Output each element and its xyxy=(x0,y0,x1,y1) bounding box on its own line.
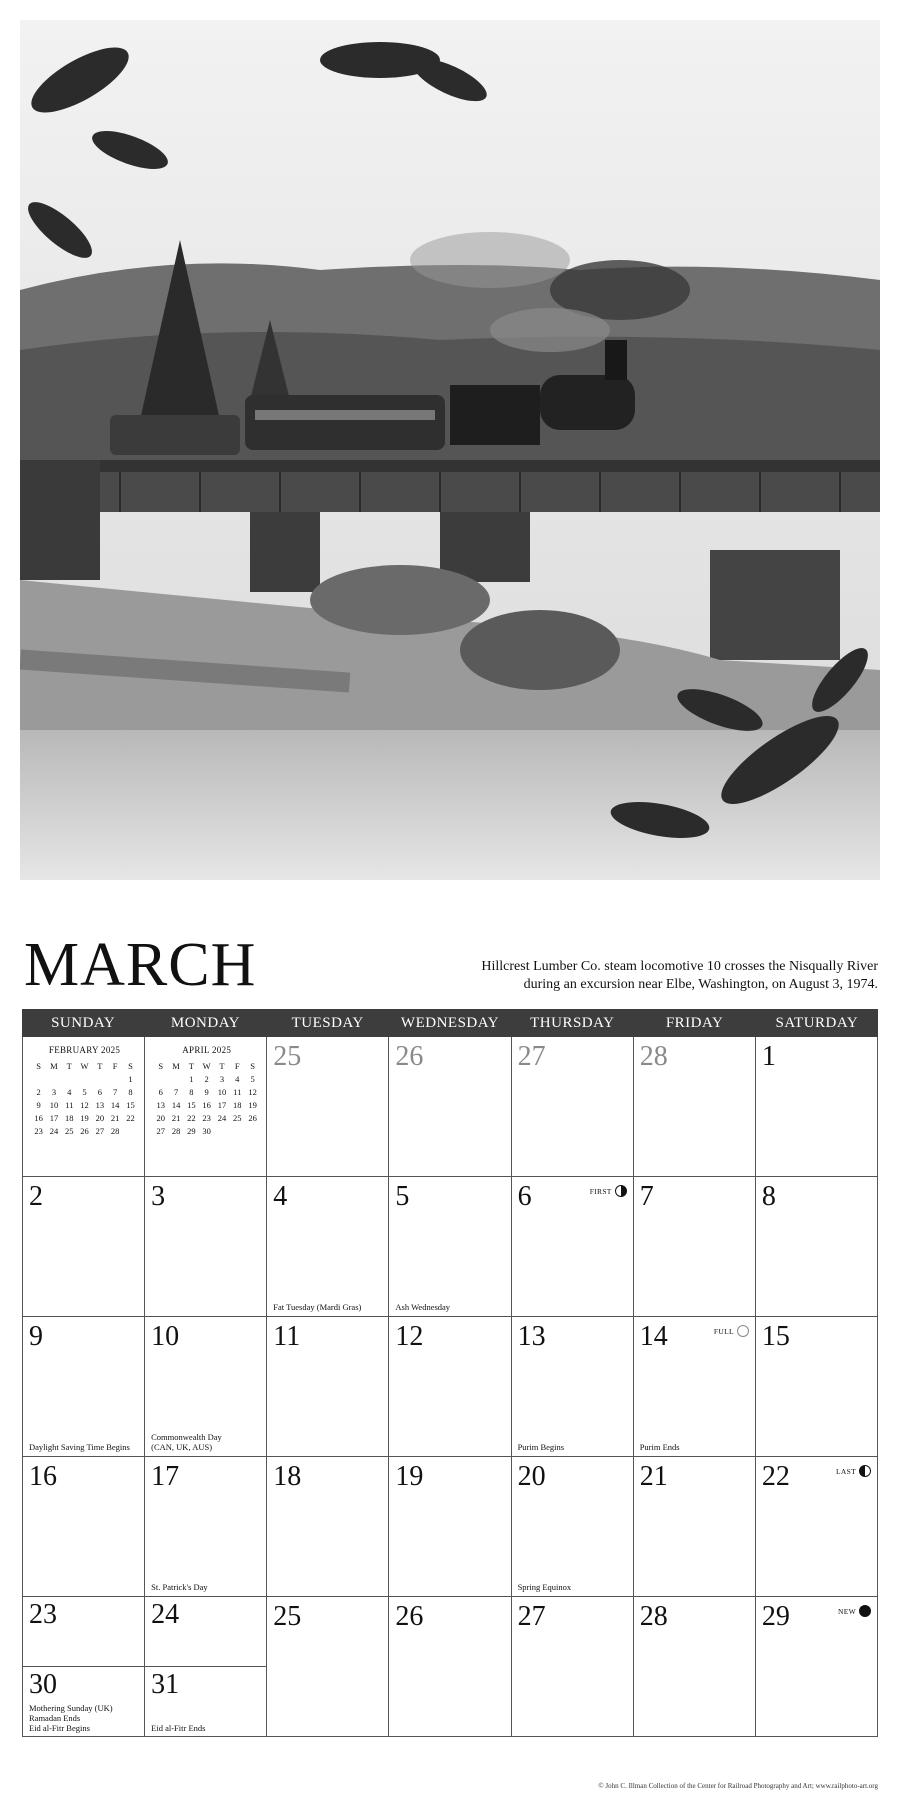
event-label: Fat Tuesday (Mardi Gras) xyxy=(273,1302,362,1312)
mini-day: 11 xyxy=(233,1086,242,1097)
mini-day: 8 xyxy=(189,1086,194,1097)
mini-day: 19 xyxy=(248,1099,257,1110)
weekday-label: TUESDAY xyxy=(291,1015,364,1031)
mini-day: 6 xyxy=(97,1086,102,1097)
day-cell xyxy=(512,1457,634,1597)
day-number: 31 xyxy=(151,1669,180,1700)
day-number: 28 xyxy=(639,1601,668,1632)
mini-calendar-table xyxy=(153,1059,260,1137)
mini-day xyxy=(107,1072,122,1085)
day-cell xyxy=(756,1597,878,1737)
mini-day xyxy=(168,1072,183,1085)
day-events xyxy=(151,1432,262,1452)
day-number: 8 xyxy=(761,1181,776,1212)
day-number: 27 xyxy=(517,1041,546,1072)
month-calendar xyxy=(22,1009,878,1737)
day-number: 7 xyxy=(639,1181,654,1212)
day-cell xyxy=(389,1037,511,1177)
day-events xyxy=(640,1442,751,1452)
mini-day: 1 xyxy=(189,1073,194,1084)
day-number: 30 xyxy=(29,1669,57,1700)
mini-calendar-february xyxy=(23,1037,145,1177)
event-label: Daylight Saving Time Begins xyxy=(29,1442,130,1452)
moon-phase-label: LAST xyxy=(836,1466,856,1476)
day-cell xyxy=(634,1457,756,1597)
mini-day: 3 xyxy=(51,1086,57,1097)
mini-day: 21 xyxy=(110,1112,120,1123)
day-cell xyxy=(145,1597,266,1666)
mini-day: 20 xyxy=(95,1112,105,1123)
mini-day: 30 xyxy=(202,1125,211,1136)
day-number: 29 xyxy=(761,1601,790,1632)
mini-weekday: S xyxy=(250,1060,255,1071)
moon-phase xyxy=(590,1185,627,1197)
mini-day: 27 xyxy=(95,1125,105,1136)
mini-day: 27 xyxy=(156,1125,166,1136)
photo-credit: © John C. Illman Collection of the Center for Railroad Photography and Art; www.railphoto-art.org xyxy=(598,1782,878,1790)
mini-day: 7 xyxy=(173,1086,179,1097)
moon-phase xyxy=(714,1325,749,1337)
mini-weekday: M xyxy=(172,1060,180,1071)
mini-day xyxy=(46,1072,61,1085)
day-cell xyxy=(23,1457,145,1597)
day-events xyxy=(273,1302,384,1312)
split-day-cell xyxy=(23,1597,145,1737)
day-cell xyxy=(634,1597,756,1737)
mini-day: 16 xyxy=(34,1112,43,1123)
mini-day: 24 xyxy=(217,1112,227,1123)
day-number: 4 xyxy=(273,1181,288,1212)
mini-day: 15 xyxy=(187,1099,196,1110)
event-label: Spring Equinox xyxy=(517,1582,572,1592)
new-moon-icon xyxy=(859,1605,871,1617)
day-cell xyxy=(389,1317,511,1457)
day-cell xyxy=(756,1457,878,1597)
day-cell xyxy=(267,1037,389,1177)
day-cell xyxy=(267,1457,389,1597)
day-cell xyxy=(145,1177,267,1317)
mini-day xyxy=(153,1072,168,1085)
mini-day: 18 xyxy=(233,1099,242,1110)
day-events xyxy=(151,1582,262,1592)
event-label: Eid al-Fitr Begins xyxy=(29,1723,90,1733)
day-number: 21 xyxy=(639,1461,668,1492)
weekday-header xyxy=(22,1009,878,1037)
weekday-label: SATURDAY xyxy=(775,1015,859,1031)
mini-calendar-april xyxy=(145,1037,267,1177)
day-cell xyxy=(145,1317,267,1457)
day-cell xyxy=(23,1317,145,1457)
day-number: 11 xyxy=(273,1321,301,1352)
mini-day: 6 xyxy=(158,1086,163,1097)
day-number: 26 xyxy=(395,1041,424,1072)
moon-phase-label: FIRST xyxy=(589,1186,612,1196)
day-number: 20 xyxy=(517,1461,546,1492)
day-cell xyxy=(145,1457,267,1597)
event-label: Mothering Sunday (UK) xyxy=(29,1703,113,1713)
mini-weekday: T xyxy=(66,1060,72,1071)
mini-day: 18 xyxy=(64,1112,74,1123)
day-events xyxy=(29,1442,140,1452)
event-label: St. Patrick's Day xyxy=(151,1582,208,1592)
mini-day xyxy=(214,1124,229,1137)
mini-day: 22 xyxy=(126,1112,135,1123)
day-number: 5 xyxy=(395,1181,410,1212)
day-events xyxy=(518,1582,629,1592)
day-number: 25 xyxy=(273,1041,302,1072)
day-number: 19 xyxy=(395,1461,424,1492)
day-cell xyxy=(389,1457,511,1597)
photo-caption xyxy=(358,958,878,994)
mini-day: 17 xyxy=(217,1099,227,1110)
event-label: Purim Begins xyxy=(517,1442,565,1452)
mini-day: 4 xyxy=(235,1073,240,1084)
mini-day: 24 xyxy=(49,1125,59,1136)
day-number: 10 xyxy=(151,1321,180,1352)
photo-illustration xyxy=(20,20,880,880)
mini-day: 12 xyxy=(248,1086,257,1097)
mini-day: 21 xyxy=(171,1112,181,1123)
mini-day: 2 xyxy=(204,1073,209,1084)
day-number: 23 xyxy=(29,1599,57,1630)
day-cell xyxy=(512,1177,634,1317)
day-number: 28 xyxy=(639,1041,668,1072)
mini-calendar-table xyxy=(31,1059,138,1137)
mini-weekday: S xyxy=(158,1060,164,1071)
event-label: Ramadan Ends xyxy=(29,1713,81,1723)
day-cell xyxy=(634,1317,756,1457)
mini-day: 16 xyxy=(202,1099,211,1110)
caption-line: Hillcrest Lumber Co. steam locomotive 10 crosses the Nisqually River xyxy=(481,959,878,974)
day-number: 15 xyxy=(761,1321,790,1352)
day-cell xyxy=(23,1177,145,1317)
mini-weekday: T xyxy=(97,1060,103,1071)
full-moon-icon xyxy=(737,1325,749,1337)
day-cell xyxy=(389,1597,511,1737)
day-events xyxy=(395,1302,506,1312)
day-events xyxy=(29,1703,140,1733)
day-cell xyxy=(145,1666,266,1736)
day-number: 25 xyxy=(273,1601,302,1632)
day-cell xyxy=(634,1177,756,1317)
day-number: 18 xyxy=(273,1461,302,1492)
weekday-label: FRIDAY xyxy=(665,1015,724,1031)
day-cell xyxy=(512,1317,634,1457)
mini-day: 26 xyxy=(80,1125,89,1136)
weekday-label: MONDAY xyxy=(170,1015,240,1031)
mini-calendar-title: FEBRUARY 2025 xyxy=(48,1045,121,1055)
day-cell xyxy=(756,1317,878,1457)
day-number: 14 xyxy=(639,1321,668,1352)
mini-day: 25 xyxy=(233,1112,242,1123)
mini-weekday: S xyxy=(128,1060,133,1071)
day-events xyxy=(151,1723,262,1733)
mini-weekday: W xyxy=(80,1060,89,1071)
day-cell xyxy=(512,1597,634,1737)
day-cell xyxy=(634,1037,756,1177)
day-grid xyxy=(22,1037,878,1737)
mini-day xyxy=(230,1124,245,1137)
moon-phase xyxy=(836,1465,871,1477)
day-number: 26 xyxy=(395,1601,424,1632)
weekday-label: SUNDAY xyxy=(51,1015,116,1031)
mini-weekday: S xyxy=(36,1060,42,1071)
mini-day: 2 xyxy=(36,1086,41,1097)
mini-day: 20 xyxy=(156,1112,166,1123)
weekday-label: WEDNESDAY xyxy=(400,1015,500,1031)
moon-phase-label: FULL xyxy=(713,1326,734,1336)
mini-day: 11 xyxy=(65,1099,74,1110)
day-number: 9 xyxy=(29,1321,43,1352)
mini-weekday: F xyxy=(234,1060,240,1071)
mini-day: 26 xyxy=(248,1112,257,1123)
day-cell xyxy=(267,1317,389,1457)
day-number: 17 xyxy=(151,1461,180,1492)
event-label: (CAN, UK, AUS) xyxy=(151,1442,213,1452)
day-number: 1 xyxy=(761,1041,776,1072)
day-cell xyxy=(23,1597,144,1666)
day-cell xyxy=(23,1666,144,1736)
day-number: 13 xyxy=(517,1321,546,1352)
mini-day xyxy=(245,1124,260,1137)
mini-day: 3 xyxy=(219,1073,225,1084)
event-label: Ash Wednesday xyxy=(395,1302,451,1312)
mini-weekday: T xyxy=(219,1060,225,1071)
mini-weekday: F xyxy=(112,1060,118,1071)
mini-weekday: M xyxy=(50,1060,58,1071)
mini-day: 12 xyxy=(80,1099,89,1110)
mini-day: 1 xyxy=(128,1073,133,1084)
day-cell xyxy=(756,1177,878,1317)
mini-day: 8 xyxy=(128,1086,133,1097)
day-number: 12 xyxy=(395,1321,424,1352)
mini-day: 23 xyxy=(34,1125,43,1136)
mini-day xyxy=(31,1072,46,1085)
day-number: 2 xyxy=(29,1181,43,1212)
mini-day: 4 xyxy=(67,1086,72,1097)
mini-day: 19 xyxy=(80,1112,89,1123)
mini-calendar-title: APRIL 2025 xyxy=(182,1045,232,1055)
split-day-cell xyxy=(145,1597,267,1737)
mini-day xyxy=(92,1072,107,1085)
day-cell xyxy=(389,1177,511,1317)
day-cell xyxy=(267,1177,389,1317)
mini-day: 5 xyxy=(250,1073,255,1084)
day-number: 6 xyxy=(517,1181,532,1212)
day-number: 22 xyxy=(761,1461,790,1492)
month-title: MARCH xyxy=(24,931,257,999)
mini-day: 17 xyxy=(49,1112,59,1123)
day-number: 3 xyxy=(151,1181,166,1212)
mini-weekday: T xyxy=(188,1060,194,1071)
mini-day: 5 xyxy=(82,1086,87,1097)
mini-day: 9 xyxy=(36,1099,41,1110)
mini-day xyxy=(123,1124,138,1137)
event-label: Commonwealth Day xyxy=(151,1432,222,1442)
day-number: 24 xyxy=(151,1599,180,1630)
moon-phase xyxy=(838,1605,871,1617)
day-events xyxy=(518,1442,629,1452)
mini-day: 22 xyxy=(187,1112,196,1123)
train-bridge-photo xyxy=(20,20,880,880)
weekday-label: THURSDAY xyxy=(530,1015,615,1031)
first-moon-icon xyxy=(615,1185,627,1197)
mini-day: 9 xyxy=(204,1086,209,1097)
mini-day: 13 xyxy=(95,1099,105,1110)
day-cell xyxy=(267,1597,389,1737)
event-label: Purim Ends xyxy=(639,1442,680,1452)
mini-day xyxy=(77,1072,92,1085)
day-cell xyxy=(756,1037,878,1177)
day-number: 27 xyxy=(517,1601,546,1632)
day-number: 16 xyxy=(29,1461,57,1492)
event-label: Eid al-Fitr Ends xyxy=(151,1723,206,1733)
mini-day: 14 xyxy=(171,1099,181,1110)
day-cell xyxy=(512,1037,634,1177)
mini-day: 28 xyxy=(171,1125,181,1136)
mini-day: 13 xyxy=(156,1099,166,1110)
mini-day: 10 xyxy=(217,1086,227,1097)
mini-day: 25 xyxy=(64,1125,74,1136)
mini-day: 28 xyxy=(110,1125,120,1136)
mini-day xyxy=(62,1072,77,1085)
mini-day: 14 xyxy=(110,1099,120,1110)
caption-line: during an excursion near Elbe, Washington, on August 3, 1974. xyxy=(523,977,878,992)
mini-weekday: W xyxy=(202,1060,211,1071)
mini-day: 10 xyxy=(49,1099,59,1110)
moon-phase-label: NEW xyxy=(838,1606,856,1616)
mini-day: 15 xyxy=(126,1099,135,1110)
mini-day: 29 xyxy=(187,1125,196,1136)
last-moon-icon xyxy=(859,1465,871,1477)
mini-day: 7 xyxy=(113,1086,118,1097)
mini-day: 23 xyxy=(202,1112,211,1123)
